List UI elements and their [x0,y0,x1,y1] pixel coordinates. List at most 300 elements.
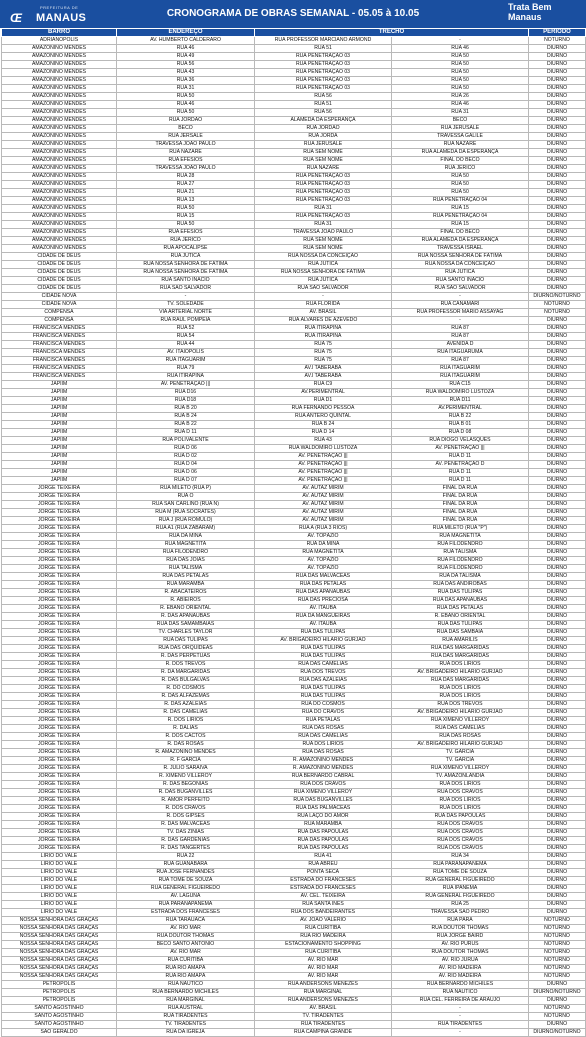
cell-periodo: DIURNO [529,901,586,909]
table-row [2,269,586,277]
cell-barro: JORGE TEIXEIRA [2,589,117,597]
col-header-periodo: PERÍODO [529,29,586,37]
cell-periodo: DIURNO [529,637,586,645]
table-row [2,549,586,557]
cell-endereco: RUA 43 [117,69,255,77]
cell-endereco: R. JÚLIO SARAIVA [117,765,255,773]
col-header-trecho: TRECHO [255,29,529,37]
table-row [2,205,586,213]
cell-trecho-from: RUA ANDERSONS MENEZES [255,997,392,1005]
cell-barro: AMAZONINO MENDES [2,69,117,77]
cell-trecho-to: RUA 50 [392,61,529,69]
cell-endereco: R. DAS APANAÚBAS [117,613,255,621]
cell-trecho-from: AV. PENETRAÇÃO ||| [255,461,392,469]
cell-trecho-to: FINAL DA RUA [392,501,529,509]
logo-right-line2: Manaus [508,12,542,22]
cell-endereco: R. F GARCIA [117,757,255,765]
cell-trecho-from: ALAMEDA DA ESPERANÇA [255,117,392,125]
cell-trecho-to: AV. BRIGADEIRO HILÁRIO GURJÃO [392,709,529,717]
cell-periodo: DIURNO [529,213,586,221]
cell-endereco: TV. TIRADENTES [117,1021,255,1029]
cell-barro: JORGE TEIXEIRA [2,645,117,653]
cell-barro: JORGE TEIXEIRA [2,781,117,789]
table-row [2,373,586,381]
cell-trecho-to: RUA DOS LÍRIOS [392,685,529,693]
cell-periodo: DIURNO [529,829,586,837]
table-row [2,853,586,861]
cell-periodo: DIURNO [529,717,586,725]
cell-trecho-to: RUA 50 [392,69,529,77]
table-row [2,141,586,149]
cell-trecho-to: TRAVESSA ISRAEL [392,245,529,253]
cell-barro: AMAZONINO MENDES [2,157,117,165]
table-row [2,829,586,837]
cell-barro: JORGE TEIXEIRA [2,821,117,829]
cell-barro: AMAZONINO MENDES [2,61,117,69]
cell-barro: JORGE TEIXEIRA [2,725,117,733]
table-row [2,477,586,485]
cell-endereco: RUA DOUTOR THOMAS [117,933,255,941]
cell-trecho-to: RUA PENETRAÇÃO 04 [392,197,529,205]
cell-periodo: DIURNO [529,805,586,813]
cell-trecho-from: RUA DAS TULIPAS [255,693,392,701]
table-row [2,493,586,501]
cell-endereco: RUA JERICÓ [117,237,255,245]
cell-trecho-from: RUA DAS TULIPAS [255,645,392,653]
cell-trecho-to: TRAVESSA GALILÉ [392,133,529,141]
cell-periodo: DIURNO [529,421,586,429]
cell-barro: LÍRIO DO VALE [2,885,117,893]
cell-trecho-to: FINAL DA RUA [392,517,529,525]
table-row [2,893,586,901]
cell-periodo: DIURNO [529,389,586,397]
cell-trecho-to: RUA DAS PÉTALAS [392,605,529,613]
table-row [2,333,586,341]
cell-endereco: RUA ITAGUARIM [117,357,255,365]
cell-trecho-to: RUA TIRADENTES [392,1021,529,1029]
cell-periodo: DIURNO [529,237,586,245]
cell-trecho-to: RUA DA TALISMÃ [392,573,529,581]
cell-trecho-from: RUA RIO MADEIRA [255,933,392,941]
cell-trecho-from: RUA DAS ROSAS [255,725,392,733]
table-row [2,125,586,133]
cell-endereco: RUA SANTO INÁCIO [117,277,255,285]
cell-trecho-to: RUA B 22 [392,413,529,421]
table-row [2,277,586,285]
cell-trecho-to: RUA DOS LÍRIOS [392,805,529,813]
cell-trecho-from: RUA 75 [255,341,392,349]
table-row [2,637,586,645]
cell-trecho-from: RUA 56 [255,109,392,117]
cell-periodo: DIURNO [529,853,586,861]
cell-barro: JAPIIM [2,397,117,405]
cell-barro: JAPIIM [2,389,117,397]
cell-trecho-to: RUA FILODENDRO [392,565,529,573]
cell-barro: JORGE TEIXEIRA [2,581,117,589]
cell-barro: AMAZONINO MENDES [2,173,117,181]
cell-trecho-to: - [392,1029,529,1037]
cell-trecho-from: RUA A (RUA 3 RIOS) [255,525,392,533]
cell-trecho-to: RUA PROFESSOR MÁRIO ASSAYAG [392,309,529,317]
cell-barro: JAPIIM [2,429,117,437]
cell-endereco: R. ABACATEIROS [117,589,255,597]
schedule-table [1,28,586,1037]
cell-trecho-to: AV. PENETRAÇÃO ||| [392,445,529,453]
table-row [2,781,586,789]
cell-trecho-from: RUA DAS TULIPAS [255,629,392,637]
cell-trecho-from: RUA 43 [255,437,392,445]
cell-endereco: R. AMAZONINO MENDES [117,749,255,757]
cell-endereco: RUA MAGNETITA [117,541,255,549]
table-row [2,53,586,61]
cell-endereco: RUA MILETO (RUA P) [117,485,255,493]
cell-periodo: DIURNO [529,533,586,541]
cell-endereco: R. DAS BULGALVAS [117,677,255,685]
cell-barro: AMAZONINO MENDES [2,205,117,213]
cell-barro: JAPIIM [2,461,117,469]
cell-endereco: RUA DA IGREJA [117,1029,255,1037]
cell-trecho-from: RUA MAGNETITA [255,549,392,557]
cell-trecho-from: RUA DOS LÍRIOS [255,741,392,749]
cell-periodo: DIURNO [529,141,586,149]
cell-trecho-from: RUA DAS TULIPAS [255,653,392,661]
cell-trecho-to: RUA C15 [392,381,529,389]
cell-periodo: DIURNO [529,661,586,669]
cell-barro: CIDADE DE DEUS [2,285,117,293]
cell-trecho-to: R. ÉBANO ORIENTAL [392,613,529,621]
table-row [2,437,586,445]
table-row [2,581,586,589]
cell-periodo: DIURNO [529,173,586,181]
table-row [2,197,586,205]
cell-periodo: DIURNO [529,693,586,701]
cell-barro: JORGE TEIXEIRA [2,669,117,677]
cell-endereco: RUA 36 [117,77,255,85]
cell-periodo: DIURNO [529,397,586,405]
table-row [2,701,586,709]
cell-trecho-to: AV. RIO JURUÁ [392,957,529,965]
cell-barro: JORGE TEIXEIRA [2,565,117,573]
cell-trecho-from: RUA CAMPINA GRANDE [255,1029,392,1037]
cell-endereco: RUA NOSSA SENHORA DE FÁTIMA [117,261,255,269]
cell-trecho-to: AV. RIO PURUS [392,941,529,949]
cell-barro: JORGE TEIXEIRA [2,789,117,797]
cell-periodo: DIURNO [529,501,586,509]
cell-endereco: RUA 79 [117,365,255,373]
cell-trecho-from: AV. TOPÁZIO [255,557,392,565]
cell-periodo: DIURNO [529,405,586,413]
cell-trecho-from: AV.I TABERABA [255,373,392,381]
cell-barro: NOSSA SENHORA DAS GRAÇAS [2,925,117,933]
cell-endereco: AV. RIO MAR [117,925,255,933]
cell-endereco: TV. SOLEDADE [117,301,255,309]
cell-periodo: DIURNO [529,893,586,901]
cell-trecho-from: RUA WALDOMIRO LUSTOZA [255,445,392,453]
cell-trecho-to: RUA 50 [392,181,529,189]
cell-barro: JAPIIM [2,405,117,413]
cell-barro: JORGE TEIXEIRA [2,765,117,773]
cell-trecho-to: RUA ITAGUARIM [392,373,529,381]
cell-endereco: RUA 50 [117,93,255,101]
cell-trecho-from: RUA 56 [255,93,392,101]
cell-periodo: DIURNO [529,557,586,565]
cell-trecho-to: RUA DAS SAMBAIA [392,629,529,637]
cell-periodo: NOTURNO [529,973,586,981]
cell-trecho-from: RUA DAS APANAÚBAS [255,589,392,597]
cell-trecho-from: RUA MARGINAL [255,989,392,997]
cell-endereco: TV. DAS ZÍNIAS [117,829,255,837]
cell-periodo: DIURNO [529,565,586,573]
table-row [2,173,586,181]
cell-endereco: RUA 50 [117,221,255,229]
cell-trecho-to: AV. BRIGADEIRO HILÁRIO GURJÃO [392,741,529,749]
cell-trecho-from: AV. BRASIL [255,309,392,317]
cell-trecho-to: RUA WALDOMIRO LUSTOZA [392,389,529,397]
cell-trecho-from: RUA SANTA INES [255,901,392,909]
cell-trecho-from: R. AMAZONINO MENDES [255,757,392,765]
cell-endereco: ESTRADA DOS FRANCESES [117,909,255,917]
cell-trecho-from: RUA FLÓRIDA [255,301,392,309]
cell-trecho-from: RUA DAS PALMÁCEAS [255,805,392,813]
cell-trecho-to: RUA 26 [392,93,529,101]
table-row [2,453,586,461]
cell-barro: JAPIIM [2,381,117,389]
cell-endereco: RUA 54 [117,333,255,341]
table-row [2,957,586,965]
cell-barro: COMPENSA [2,317,117,325]
table-row [2,117,586,125]
cell-periodo: DIURNO [529,645,586,653]
cell-periodo: NOTURNO [529,933,586,941]
cell-trecho-to: RUA SANTO INÁCIO [392,277,529,285]
cell-periodo: NOTURNO [529,925,586,933]
cell-periodo: DIURNO [529,157,586,165]
cell-trecho-from: RUA DOS TREVOS [255,669,392,677]
cell-endereco: RUA JOSÉ FERNANDES [117,869,255,877]
cell-barro: AMAZONINO MENDES [2,189,117,197]
cell-periodo: DIURNO [529,277,586,285]
cell-endereco: RUA TARAUACÁ [117,917,255,925]
cell-endereco: RUA DA MINA [117,533,255,541]
cell-trecho-to: RUA ALAMEDA DA ESPERANÇA [392,149,529,157]
cell-trecho-to: RUA PARANAPANEMA [392,861,529,869]
cell-periodo: DIURNO [529,909,586,917]
cell-periodo: DIURNO/NOTURNO [529,293,586,301]
cell-barro: SÃO GERALDO [2,1029,117,1037]
cell-periodo: DIURNO [529,341,586,349]
cell-periodo: DIURNO [529,773,586,781]
cell-trecho-to: RUA TOMÉ DE SOUZA [392,869,529,877]
table-row [2,341,586,349]
cell-endereco: RUA DAS ORQUÍDEAS [117,645,255,653]
cell-endereco: RUA POLIVALENTE [117,437,255,445]
col-header-endereco: ENDEREÇO [117,29,255,37]
table-row [2,965,586,973]
cell-trecho-from: RUA NOSSA DA CONCEIÇÃO [255,253,392,261]
cell-endereco: RUA B 24 [117,413,255,421]
cell-trecho-from: AV. JOÃO VALÉRIO [255,917,392,925]
cell-trecho-to: RUA 15 [392,205,529,213]
table-row [2,317,586,325]
cell-endereco: RUA TALISMÃ [117,565,255,573]
cell-periodo: DIURNO [529,317,586,325]
cell-barro: NOSSA SENHORA DAS GRAÇAS [2,949,117,957]
cell-endereco: RUA 27 [117,181,255,189]
cell-trecho-to: RUA PARÁ [392,917,529,925]
cell-trecho-to: AVENIDA D [392,341,529,349]
cell-trecho-from: RUA PENETRAÇÃO 03 [255,53,392,61]
cell-trecho-from: AV. ITAÚBA [255,605,392,613]
cell-trecho-from: RUA DOS CRAVOS [255,781,392,789]
cell-barro: JORGE TEIXEIRA [2,541,117,549]
cell-trecho-from: RUA DO CRAVOS [255,709,392,717]
cell-endereco: R. DOS CACTOS [117,733,255,741]
cell-barro: JORGE TEIXEIRA [2,733,117,741]
cell-periodo: DIURNO [529,205,586,213]
cell-endereco: RUA B 22 [117,421,255,429]
cell-endereco: BECO [117,125,255,133]
cell-trecho-to: RUA DOS CRAVOS [392,821,529,829]
cell-periodo: DIURNO [529,189,586,197]
cell-barro: JAPIIM [2,437,117,445]
cell-trecho-from: ESTACIONAMENTO SHOPPING [255,941,392,949]
cell-trecho-to: RUA DOS LÍRIOS [392,797,529,805]
cell-trecho-to: AV. RIO MADEIRA [392,965,529,973]
cell-periodo: NOTURNO [529,965,586,973]
table-row [2,989,586,997]
cell-periodo: DIURNO [529,197,586,205]
cell-barro: NOSSA SENHORA DAS GRAÇAS [2,917,117,925]
table-row [2,597,586,605]
cell-endereco: RUA ITIRAPINA [117,373,255,381]
cell-trecho-from: RUA JERUSALÉ [255,141,392,149]
table-row [2,525,586,533]
cell-periodo: DIURNO [529,749,586,757]
cell-endereco: R. DAS BEGÔNIAS [117,781,255,789]
cell-endereco: RUA FILODENDRO [117,549,255,557]
cell-trecho-to: - [392,1005,529,1013]
cell-barro: JAPIIM [2,469,117,477]
cell-endereco: R. DAS ROSAS [117,741,255,749]
cell-endereco: R. AMOR PERFEITO [117,797,255,805]
table-row [2,877,586,885]
cell-trecho-from: RUA ÁLVARES DE AZEVEDO [255,317,392,325]
cell-periodo: NOTURNO [529,917,586,925]
cell-endereco: RUA JERSALÉ [117,133,255,141]
cell-trecho-to: RUA ALAMEDA DA ESPERANÇA [392,237,529,245]
cell-trecho-from: RUA DAS CAMÉLIAS [255,733,392,741]
cell-trecho-to: RUA GENERAL FIGUEIREDO [392,877,529,885]
cell-trecho-from: AV. CEL. TEIXEIRA [255,893,392,901]
cell-barro: LÍRIO DO VALE [2,893,117,901]
cell-trecho-to: - [392,317,529,325]
table-row [2,445,586,453]
table-row [2,285,586,293]
cell-endereco: R. DÁLIAS [117,725,255,733]
cell-periodo: DIURNO [529,621,586,629]
cell-trecho-to: RUA DOS CRAVOS [392,837,529,845]
cell-trecho-to: RUA NOSSA SENHORA DE FÁTIMA [392,253,529,261]
cell-barro: JORGE TEIXEIRA [2,837,117,845]
cell-trecho-from: - [255,293,392,301]
table-row [2,109,586,117]
cell-trecho-from: RUA DAS MALVACEAS [255,573,392,581]
cell-endereco: R. DO COSMOS [117,685,255,693]
table-row [2,37,586,45]
cell-barro: AMAZONINO MENDES [2,101,117,109]
cell-endereco: RUA SÃO SALVADOR [117,285,255,293]
cell-trecho-from: RUA CURITIBA [255,949,392,957]
cell-trecho-from: RUA TIRADENTES [255,1021,392,1029]
cell-endereco: RUA RIO AMAPÁ [117,973,255,981]
cell-barro: AMAZONINO MENDES [2,181,117,189]
cell-periodo: DIURNO [529,117,586,125]
cell-periodo: DIURNO [529,765,586,773]
cell-trecho-to: RUA DAS TULIPAS [392,589,529,597]
cell-trecho-from: ESTRADA DO FRANCESES [255,885,392,893]
cell-trecho-to: RUA DAS APANAÚBAS [392,597,529,605]
cell-barro: JAPIIM [2,453,117,461]
cell-periodo: DIURNO [529,373,586,381]
cell-trecho-from: RUA DAS TULIPAS [255,685,392,693]
cell-trecho-from: AV. RIO MAR [255,957,392,965]
cell-endereco: AV. HUMBERTO CALDERARO [117,37,255,45]
cell-endereco: R. DAS ALFAZEMAS [117,693,255,701]
cell-endereco: RUA TIRADENTES [117,1013,255,1021]
cell-trecho-from: AV. BRIGADEIRO HILÁRIO GURJÃO [255,637,392,645]
cell-barro: FRANCISCA MENDES [2,325,117,333]
cell-trecho-from: RUA 31 [255,205,392,213]
cell-periodo: DIURNO [529,69,586,77]
cell-trecho-from: RUA PROFESSOR MARCIANO ARMOND [255,37,392,45]
cell-barro: JORGE TEIXEIRA [2,597,117,605]
cell-trecho-to: BECO [392,117,529,125]
cell-barro: CIDADE NOVA [2,301,117,309]
cell-barro: JORGE TEIXEIRA [2,741,117,749]
table-row [2,461,586,469]
cell-endereco: RUA 21 [117,189,255,197]
table-row [2,365,586,373]
cell-periodo: DIURNO [529,605,586,613]
cell-barro: LÍRIO DO VALE [2,877,117,885]
cell-trecho-to: RUA NÁUTICO [392,989,529,997]
cell-periodo: DIURNO [529,869,586,877]
cell-barro: JORGE TEIXEIRA [2,629,117,637]
cell-trecho-from: RUA DAS CAMÉLIAS [255,661,392,669]
cell-periodo: DIURNO [529,685,586,693]
cell-barro: NOSSA SENHORA DAS GRAÇAS [2,941,117,949]
cell-trecho-to: RUA GENERAL FIGUEIREDO [392,893,529,901]
cell-trecho-from: RUA 41 [255,853,392,861]
cell-endereco: RUA 13 [117,197,255,205]
cell-endereco: RUA RIO AMAPÁ [117,965,255,973]
cell-endereco: RUA AUSTRAL [117,1005,255,1013]
cell-periodo: DIURNO [529,581,586,589]
cell-trecho-to: RUA BERNARDO MICHILES [392,981,529,989]
cell-periodo: DIURNO [529,725,586,733]
cell-periodo: DIURNO [529,413,586,421]
cell-barro: FRANCISCA MENDES [2,333,117,341]
table-row [2,429,586,437]
cell-periodo: DIURNO [529,549,586,557]
cell-trecho-to: RUA DAS CAMÉLIAS [392,725,529,733]
table-row [2,749,586,757]
cell-trecho-from: RUA PÉTALAS [255,717,392,725]
table-row [2,677,586,685]
page-header [0,0,586,28]
cell-trecho-from: RUA JORDÃO [255,125,392,133]
table-row [2,301,586,309]
